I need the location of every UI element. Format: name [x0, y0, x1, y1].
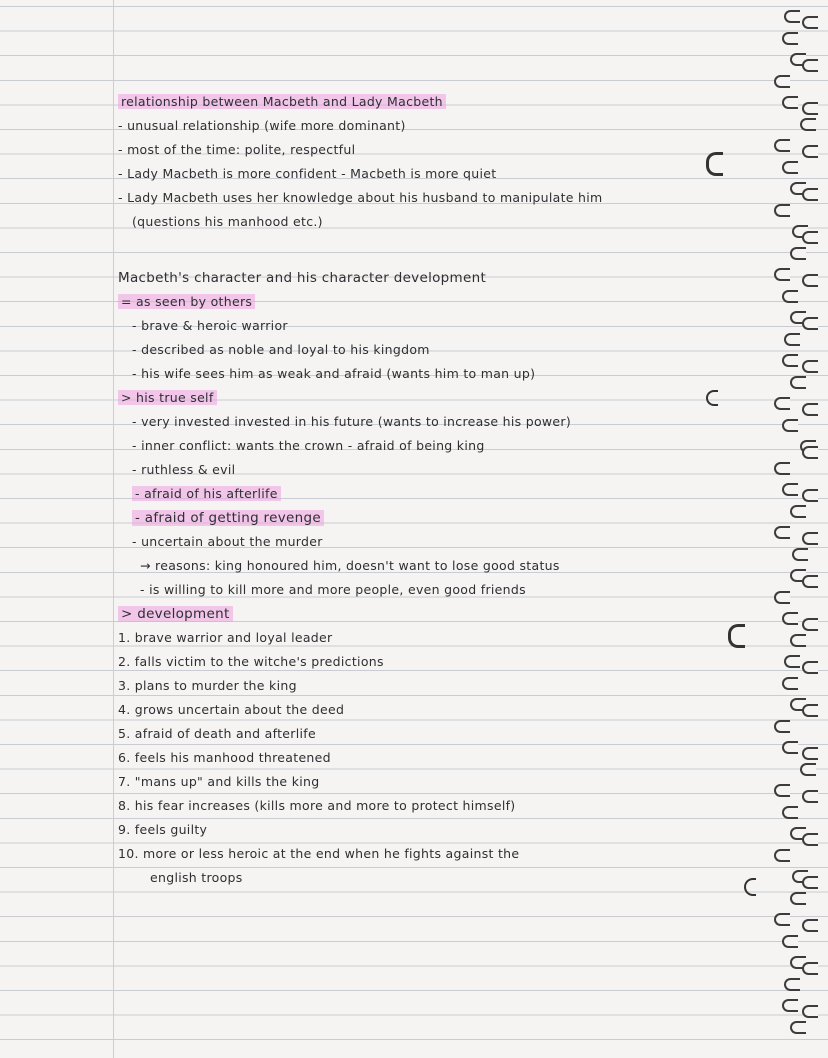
- binding-hole: [774, 75, 790, 88]
- binding-hole: [774, 913, 790, 926]
- binding-hole: [784, 333, 800, 346]
- binding-hole: [802, 833, 818, 846]
- binding-hole: [774, 204, 790, 217]
- binding-ring-shadow: [728, 624, 745, 648]
- section1-title: relationship between Macbeth and Lady Macbeth: [118, 94, 446, 109]
- development-line-10: 10. more or less heroic at the end when he fights against the: [118, 846, 520, 861]
- binding-hole: [782, 999, 798, 1012]
- binding-hole: [782, 741, 798, 754]
- binding-hole: [802, 231, 818, 244]
- development-line-11: english troops: [150, 870, 243, 885]
- development-line-4: 4. grows uncertain about the deed: [118, 702, 345, 717]
- true-self-line-8: - is willing to kill more and more people, even good friends: [140, 582, 526, 597]
- binding-hole: [782, 161, 798, 174]
- binding-hole: [802, 102, 818, 115]
- binding-hole: [802, 532, 818, 545]
- binding-hole: [774, 784, 790, 797]
- binding-hole: [802, 704, 818, 717]
- true-self-line-3: - ruthless & evil: [132, 462, 236, 477]
- binding-hole: [802, 618, 818, 631]
- binding-hole: [784, 10, 800, 23]
- binding-hole: [774, 268, 790, 281]
- true-self-line-4: - afraid of his afterlife: [132, 486, 281, 501]
- binding-hole: [774, 849, 790, 862]
- section1-line-4: - Lady Macbeth uses her knowledge about his husband to manipulate him: [118, 190, 603, 205]
- binding-hole: [774, 139, 790, 152]
- section2-title: Macbeth's character and his character development: [118, 270, 487, 286]
- binding-hole: [802, 403, 818, 416]
- section2-subtitle: = as seen by others: [118, 294, 255, 309]
- binding-hole: [802, 59, 818, 72]
- spiral-binding: [764, 10, 824, 1050]
- binding-hole: [792, 548, 808, 561]
- binding-hole: [790, 1021, 806, 1034]
- others-line-2: - described as noble and loyal to his kingdom: [132, 342, 430, 357]
- binding-hole: [782, 806, 798, 819]
- binding-hole: [782, 354, 798, 367]
- binding-hole: [802, 360, 818, 373]
- binding-hole: [782, 96, 798, 109]
- true-self-line-7: → reasons: king honoured him, doesn't want to lose good status: [140, 558, 560, 573]
- binding-hole: [802, 962, 818, 975]
- section1-line-2: - most of the time: polite, respectful: [118, 142, 356, 157]
- true-self-line-6: - uncertain about the murder: [132, 534, 323, 549]
- development-heading: > development: [118, 606, 233, 622]
- binding-hole: [802, 16, 818, 29]
- binding-hole: [802, 489, 818, 502]
- development-line-8: 8. his fear increases (kills more and more to protect himself): [118, 798, 516, 813]
- binding-hole: [800, 118, 816, 131]
- section1-line-3: - Lady Macbeth is more confident - Macbeth is more quiet: [118, 166, 497, 181]
- binding-hole: [782, 677, 798, 690]
- development-line-3: 3. plans to murder the king: [118, 678, 297, 693]
- binding-hole: [782, 935, 798, 948]
- development-line-1: 1. brave warrior and loyal leader: [118, 630, 333, 645]
- margin-line: [113, 0, 114, 1058]
- binding-hole: [782, 419, 798, 432]
- binding-hole: [802, 317, 818, 330]
- binding-hole: [802, 188, 818, 201]
- binding-hole: [790, 376, 806, 389]
- binding-hole: [790, 634, 806, 647]
- binding-hole: [782, 483, 798, 496]
- binding-hole: [774, 591, 790, 604]
- true-self-line-2: - inner conflict: wants the crown - afraid of being king: [132, 438, 485, 453]
- development-line-5: 5. afraid of death and afterlife: [118, 726, 316, 741]
- binding-hole: [802, 446, 818, 459]
- true-self-line-5: - afraid of getting revenge: [132, 510, 324, 526]
- others-line-3: - his wife sees him as weak and afraid (wants him to man up): [132, 366, 536, 381]
- binding-hole: [802, 790, 818, 803]
- binding-hole: [774, 526, 790, 539]
- binding-hole: [802, 1005, 818, 1018]
- binding-hole: [790, 505, 806, 518]
- binding-hole: [802, 145, 818, 158]
- binding-hole: [782, 32, 798, 45]
- binding-ring-shadow: [744, 878, 756, 896]
- binding-ring-shadow: [706, 390, 718, 406]
- binding-hole: [802, 876, 818, 889]
- development-line-7: 7. "mans up" and kills the king: [118, 774, 320, 789]
- binding-hole: [802, 661, 818, 674]
- binding-hole: [802, 274, 818, 287]
- binding-hole: [802, 747, 818, 760]
- binding-hole: [774, 720, 790, 733]
- true-self-line-1: - very invested invested in his future (wants to increase his power): [132, 414, 572, 429]
- binding-hole: [774, 397, 790, 410]
- binding-hole: [784, 655, 800, 668]
- binding-hole: [774, 462, 790, 475]
- binding-ring-shadow: [706, 152, 723, 176]
- binding-hole: [782, 290, 798, 303]
- section1-line-1: - unusual relationship (wife more dominant): [118, 118, 406, 133]
- development-line-6: 6. feels his manhood threatened: [118, 750, 331, 765]
- binding-hole: [784, 978, 800, 991]
- binding-hole: [802, 575, 818, 588]
- development-line-9: 9. feels guilty: [118, 822, 208, 837]
- binding-hole: [790, 247, 806, 260]
- section1-line-5: (questions his manhood etc.): [132, 214, 323, 229]
- binding-hole: [802, 919, 818, 932]
- true-self-heading: > his true self: [118, 390, 217, 405]
- binding-hole: [800, 763, 816, 776]
- development-line-2: 2. falls victim to the witche's predictions: [118, 654, 384, 669]
- binding-hole: [782, 612, 798, 625]
- others-line-1: - brave & heroic warrior: [132, 318, 288, 333]
- binding-hole: [790, 892, 806, 905]
